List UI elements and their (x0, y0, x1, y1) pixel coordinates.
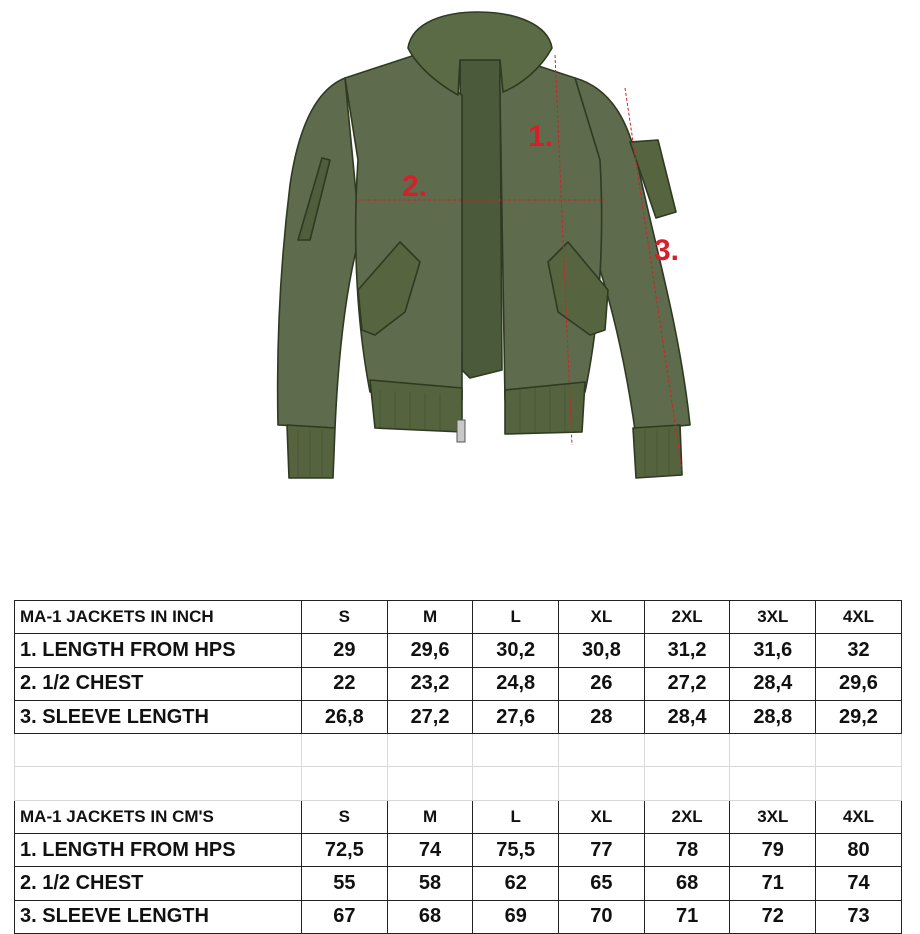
measurement-value: 22 (302, 667, 388, 700)
size-header-4xl: 4XL (816, 800, 902, 833)
measurement-value: 28,4 (644, 700, 730, 733)
spacer-cell (15, 734, 302, 767)
measurement-value: 27,6 (473, 700, 559, 733)
measurement-value: 68 (387, 900, 473, 933)
spacer-cell (644, 767, 730, 800)
measurement-value: 68 (644, 867, 730, 900)
measurement-value: 29,6 (387, 634, 473, 667)
measurement-value: 23,2 (387, 667, 473, 700)
right-cuff (633, 425, 682, 478)
size-header-l: L (473, 601, 559, 634)
measurement-value: 24,8 (473, 667, 559, 700)
measurement-label: 1. LENGTH FROM HPS (15, 634, 302, 667)
measurement-value: 30,2 (473, 634, 559, 667)
measurement-value: 31,6 (730, 634, 816, 667)
measurement-label: 3. SLEEVE LENGTH (15, 900, 302, 933)
size-header-3xl: 3XL (730, 601, 816, 634)
size-header-s: S (302, 800, 388, 833)
size-header-2xl: 2XL (644, 800, 730, 833)
measurement-value: 30,8 (559, 634, 645, 667)
spacer-cell (473, 767, 559, 800)
measurement-value: 72,5 (302, 834, 388, 867)
spacer-cell (816, 734, 902, 767)
measurement-value: 70 (559, 900, 645, 933)
table-row (15, 834, 902, 867)
measurement-value: 28 (559, 700, 645, 733)
measurement-value: 79 (730, 834, 816, 867)
spacer-cell (473, 734, 559, 767)
measurement-value: 67 (302, 900, 388, 933)
table-title: MA-1 JACKETS IN INCH (15, 601, 302, 634)
measurement-value: 78 (644, 834, 730, 867)
spacer-cell (559, 734, 645, 767)
table-header-row (15, 601, 902, 634)
measurement-value: 73 (816, 900, 902, 933)
measurement-label: 2. 1/2 CHEST (15, 667, 302, 700)
measurement-value: 31,2 (644, 634, 730, 667)
measurement-label: 3. SLEEVE LENGTH (15, 700, 302, 733)
spacer-cell (730, 767, 816, 800)
measurement-label: 2. 1/2 CHEST (15, 867, 302, 900)
spacer-cell (644, 734, 730, 767)
measurement-value: 65 (559, 867, 645, 900)
measurement-value: 72 (730, 900, 816, 933)
marker-length: 1. (528, 120, 554, 153)
measurement-value: 75,5 (473, 834, 559, 867)
measurement-value: 28,4 (730, 667, 816, 700)
left-front-panel (345, 55, 462, 400)
spacer-cell (387, 767, 473, 800)
measurement-value: 71 (644, 900, 730, 933)
spacer-cell (387, 734, 473, 767)
table-header-row (15, 800, 902, 833)
measurement-value: 29,6 (816, 667, 902, 700)
size-header-xl: XL (559, 601, 645, 634)
measurement-value: 27,2 (387, 700, 473, 733)
size-header-3xl: 3XL (730, 800, 816, 833)
left-sleeve (278, 78, 360, 428)
size-header-xl: XL (559, 800, 645, 833)
spacer-cell (816, 767, 902, 800)
spacer-row (15, 734, 902, 767)
measurement-value: 62 (473, 867, 559, 900)
table-title: MA-1 JACKETS IN CM'S (15, 800, 302, 833)
table-row (15, 700, 902, 733)
measurement-value: 55 (302, 867, 388, 900)
measurement-value: 71 (730, 867, 816, 900)
size-header-s: S (302, 601, 388, 634)
measurement-value: 77 (559, 834, 645, 867)
marker-chest: 2. (402, 170, 428, 203)
spacer-cell (730, 734, 816, 767)
measurement-value: 26,8 (302, 700, 388, 733)
spacer-row (15, 767, 902, 800)
measurement-value: 32 (816, 634, 902, 667)
size-header-m: M (387, 601, 473, 634)
spacer-cell (302, 767, 388, 800)
table-row (15, 667, 902, 700)
table-row (15, 867, 902, 900)
measurement-value: 74 (816, 867, 902, 900)
measurement-label: 1. LENGTH FROM HPS (15, 834, 302, 867)
spacer-cell (559, 767, 645, 800)
measurement-value: 58 (387, 867, 473, 900)
spacer-cell (15, 767, 302, 800)
measurement-value: 29,2 (816, 700, 902, 733)
marker-sleeve: 3. (654, 234, 680, 267)
size-header-m: M (387, 800, 473, 833)
size-header-l: L (473, 800, 559, 833)
spacer-cell (302, 734, 388, 767)
size-header-4xl: 4XL (816, 601, 902, 634)
measurement-value: 80 (816, 834, 902, 867)
measurement-value: 26 (559, 667, 645, 700)
waistband (370, 380, 462, 432)
size-header-2xl: 2XL (644, 601, 730, 634)
size-chart-table (14, 600, 902, 934)
measurement-value: 74 (387, 834, 473, 867)
measurement-value: 69 (473, 900, 559, 933)
measurement-value: 29 (302, 634, 388, 667)
measurement-value: 27,2 (644, 667, 730, 700)
table-row (15, 900, 902, 933)
table-row (15, 634, 902, 667)
left-cuff (287, 425, 335, 478)
measurement-value: 28,8 (730, 700, 816, 733)
